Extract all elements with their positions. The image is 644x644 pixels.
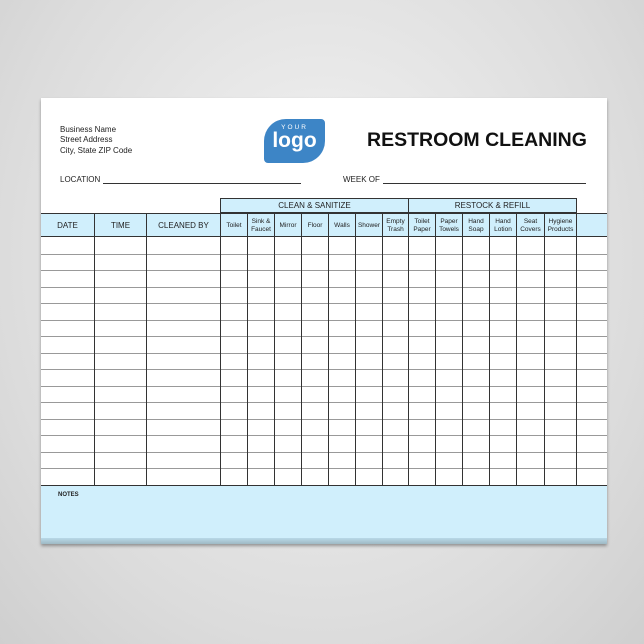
page-stack-edge xyxy=(41,538,607,544)
table-cell[interactable] xyxy=(462,336,489,353)
table-cell[interactable] xyxy=(544,287,576,304)
table-cell[interactable] xyxy=(247,419,274,436)
column-header: CLEANED BY xyxy=(146,214,220,238)
table-cell[interactable] xyxy=(489,386,516,403)
table-cell[interactable] xyxy=(382,336,408,353)
logo xyxy=(264,119,325,163)
table-cell[interactable] xyxy=(355,369,382,386)
table-cell[interactable] xyxy=(408,353,435,370)
table-cell[interactable] xyxy=(516,402,544,419)
table-cell[interactable] xyxy=(94,320,146,337)
table-cell[interactable] xyxy=(462,254,489,271)
table-cell[interactable] xyxy=(220,402,247,419)
table-cell[interactable] xyxy=(462,270,489,287)
table-cell[interactable] xyxy=(382,419,408,436)
table-cell[interactable] xyxy=(247,320,274,337)
notes-label: NOTES xyxy=(58,492,79,498)
table-cell[interactable] xyxy=(301,353,328,370)
table-cell[interactable] xyxy=(220,419,247,436)
table-cell[interactable] xyxy=(247,369,274,386)
table-cell[interactable] xyxy=(435,303,462,320)
table-cell[interactable] xyxy=(274,254,301,271)
table-cell[interactable] xyxy=(146,468,220,485)
table-cell[interactable] xyxy=(516,419,544,436)
table-cell[interactable] xyxy=(462,435,489,452)
table-cell[interactable] xyxy=(355,435,382,452)
table-cell[interactable] xyxy=(544,452,576,469)
table-cell[interactable] xyxy=(408,320,435,337)
table-cell[interactable] xyxy=(462,452,489,469)
table-cell[interactable] xyxy=(516,270,544,287)
table-cell[interactable] xyxy=(489,369,516,386)
table-cell[interactable] xyxy=(435,386,462,403)
column-header: Hygiene Products xyxy=(544,214,576,238)
table-cell[interactable] xyxy=(41,452,94,469)
table-cell[interactable] xyxy=(274,237,301,254)
column-header: Shower xyxy=(355,214,382,238)
table-cell[interactable] xyxy=(274,303,301,320)
table-cell[interactable] xyxy=(544,369,576,386)
table-cell[interactable] xyxy=(576,336,607,353)
table-cell[interactable] xyxy=(576,435,607,452)
table-cell[interactable] xyxy=(516,254,544,271)
table-cell[interactable] xyxy=(516,435,544,452)
week-of-line[interactable] xyxy=(383,175,586,184)
table-cell[interactable] xyxy=(94,287,146,304)
table-cell[interactable] xyxy=(355,254,382,271)
table-cell[interactable] xyxy=(408,254,435,271)
table-cell[interactable] xyxy=(355,287,382,304)
table-cell[interactable] xyxy=(247,336,274,353)
table-cell[interactable] xyxy=(576,287,607,304)
table-cell[interactable] xyxy=(435,237,462,254)
table-cell[interactable] xyxy=(41,468,94,485)
table-cell[interactable] xyxy=(382,435,408,452)
table-cell[interactable] xyxy=(489,435,516,452)
column-header: Toilet Paper xyxy=(408,214,435,238)
location-line[interactable] xyxy=(103,175,301,184)
table-cell[interactable] xyxy=(146,402,220,419)
column-header: Seat Covers xyxy=(516,214,544,238)
table-cell[interactable] xyxy=(328,369,355,386)
table-cell[interactable] xyxy=(382,452,408,469)
table-cell[interactable] xyxy=(489,336,516,353)
table-cell[interactable] xyxy=(301,287,328,304)
table-cell[interactable] xyxy=(408,468,435,485)
week-of-label: WEEK OF xyxy=(343,175,380,184)
table-cell[interactable] xyxy=(274,369,301,386)
table-cell[interactable] xyxy=(408,336,435,353)
table-cell[interactable] xyxy=(220,287,247,304)
table-cell[interactable] xyxy=(462,287,489,304)
column-header xyxy=(576,214,607,238)
table-cell[interactable] xyxy=(435,287,462,304)
table-cell[interactable] xyxy=(544,336,576,353)
table-cell[interactable] xyxy=(274,435,301,452)
table-cell[interactable] xyxy=(489,402,516,419)
table-cell[interactable] xyxy=(41,303,94,320)
logo-top-text: YOUR xyxy=(281,124,308,131)
table-cell[interactable] xyxy=(544,435,576,452)
table-cell[interactable] xyxy=(435,419,462,436)
table-cell[interactable] xyxy=(94,452,146,469)
table-cell[interactable] xyxy=(301,336,328,353)
table-cell[interactable] xyxy=(328,237,355,254)
table-cell[interactable] xyxy=(462,419,489,436)
column-header: DATE xyxy=(57,221,78,230)
table-cell[interactable] xyxy=(94,419,146,436)
table-cell[interactable] xyxy=(328,468,355,485)
table-cell[interactable] xyxy=(516,386,544,403)
table-cell[interactable] xyxy=(355,336,382,353)
table-cell[interactable] xyxy=(301,303,328,320)
table-cell[interactable] xyxy=(328,303,355,320)
table-cell[interactable] xyxy=(220,254,247,271)
table-cell[interactable] xyxy=(408,452,435,469)
table-cell[interactable] xyxy=(516,287,544,304)
table-cell[interactable] xyxy=(408,402,435,419)
table-cell[interactable] xyxy=(247,353,274,370)
table-header xyxy=(41,213,607,237)
table-cell[interactable] xyxy=(328,270,355,287)
table-cell[interactable] xyxy=(462,369,489,386)
table-cell[interactable] xyxy=(516,468,544,485)
logo-main-text: logo xyxy=(272,129,317,152)
table-cell[interactable] xyxy=(408,270,435,287)
table-cell[interactable] xyxy=(576,402,607,419)
table-cell[interactable] xyxy=(544,468,576,485)
table-cell[interactable] xyxy=(435,254,462,271)
table-cell[interactable] xyxy=(355,320,382,337)
table-cell[interactable] xyxy=(146,353,220,370)
table-cell[interactable] xyxy=(489,237,516,254)
table-cell[interactable] xyxy=(489,468,516,485)
table-cell[interactable] xyxy=(328,419,355,436)
business-name: Business Name xyxy=(60,125,117,134)
table-cell[interactable] xyxy=(382,402,408,419)
table-cell[interactable] xyxy=(408,435,435,452)
table-cell[interactable] xyxy=(408,419,435,436)
table-cell[interactable] xyxy=(146,435,220,452)
table-cell[interactable] xyxy=(489,303,516,320)
table-cell[interactable] xyxy=(408,287,435,304)
table-cell[interactable] xyxy=(435,336,462,353)
table-cell[interactable] xyxy=(146,419,220,436)
table-cell[interactable] xyxy=(489,452,516,469)
table-cell[interactable] xyxy=(94,336,146,353)
table-cell[interactable] xyxy=(382,386,408,403)
table-cell[interactable] xyxy=(41,237,94,254)
week-of-field[interactable] xyxy=(343,175,586,184)
table-cell[interactable] xyxy=(435,369,462,386)
table-cell[interactable] xyxy=(544,270,576,287)
table-cell[interactable] xyxy=(274,287,301,304)
page-title: RESTROOM CLEANING xyxy=(367,129,587,151)
table-cell[interactable] xyxy=(220,452,247,469)
table-cell[interactable] xyxy=(435,435,462,452)
table-cell[interactable] xyxy=(94,270,146,287)
table-cell[interactable] xyxy=(94,369,146,386)
table-cell[interactable] xyxy=(544,320,576,337)
table-cell[interactable] xyxy=(489,270,516,287)
table-cell[interactable] xyxy=(41,270,94,287)
table-cell[interactable] xyxy=(355,353,382,370)
table-cell[interactable] xyxy=(220,270,247,287)
table-cell[interactable] xyxy=(435,320,462,337)
table-cell[interactable] xyxy=(274,336,301,353)
table-cell[interactable] xyxy=(328,254,355,271)
table-cell[interactable] xyxy=(220,336,247,353)
table-cell[interactable] xyxy=(435,270,462,287)
column-header: Floor xyxy=(301,214,328,238)
group-restock-refill: RESTOCK & REFILL xyxy=(408,198,577,213)
table-cell[interactable] xyxy=(576,353,607,370)
table-cell[interactable] xyxy=(146,237,220,254)
table-cell[interactable] xyxy=(408,303,435,320)
column-header: Hand Soap xyxy=(462,214,489,238)
notes-section[interactable] xyxy=(41,485,607,544)
table-cell[interactable] xyxy=(220,468,247,485)
column-header: Walls xyxy=(328,214,355,238)
table-cell[interactable] xyxy=(516,369,544,386)
column-header: Hand Lotion xyxy=(489,214,516,238)
table-cell[interactable] xyxy=(220,369,247,386)
table-cell[interactable] xyxy=(489,419,516,436)
group-clean-sanitize: CLEAN & SANITIZE xyxy=(220,198,409,213)
table-cell[interactable] xyxy=(544,353,576,370)
table-cell[interactable] xyxy=(382,270,408,287)
table-cell[interactable] xyxy=(382,320,408,337)
table-cell[interactable] xyxy=(247,270,274,287)
table-cell[interactable] xyxy=(146,369,220,386)
table-cell[interactable] xyxy=(489,287,516,304)
table-cell[interactable] xyxy=(355,386,382,403)
table-cell[interactable] xyxy=(301,468,328,485)
table-cell[interactable] xyxy=(247,468,274,485)
table-cell[interactable] xyxy=(301,435,328,452)
table-cell[interactable] xyxy=(41,336,94,353)
table-cell[interactable] xyxy=(462,386,489,403)
table-cell[interactable] xyxy=(94,353,146,370)
table-cell[interactable] xyxy=(247,254,274,271)
table-cell[interactable] xyxy=(328,320,355,337)
table-cell[interactable] xyxy=(301,254,328,271)
table-cell[interactable] xyxy=(41,386,94,403)
table-cell[interactable] xyxy=(462,237,489,254)
table-cell[interactable] xyxy=(328,452,355,469)
table-cell[interactable] xyxy=(462,353,489,370)
table-cell[interactable] xyxy=(41,320,94,337)
column-header: Toilet xyxy=(220,214,247,238)
table-cell[interactable] xyxy=(462,303,489,320)
table-cell[interactable] xyxy=(301,402,328,419)
table-cell[interactable] xyxy=(146,254,220,271)
table-cell[interactable] xyxy=(41,353,94,370)
table-cell[interactable] xyxy=(274,386,301,403)
table-cell[interactable] xyxy=(462,402,489,419)
table-cell[interactable] xyxy=(544,419,576,436)
table-cell[interactable] xyxy=(220,435,247,452)
table-cell[interactable] xyxy=(382,287,408,304)
table-cell[interactable] xyxy=(435,468,462,485)
table-cell[interactable] xyxy=(516,452,544,469)
table-cell[interactable] xyxy=(408,237,435,254)
table-cell[interactable] xyxy=(516,336,544,353)
table-cell[interactable] xyxy=(274,452,301,469)
table-cell[interactable] xyxy=(146,287,220,304)
table-cell[interactable] xyxy=(247,452,274,469)
cleaning-log-sheet xyxy=(41,98,607,544)
table-cell[interactable] xyxy=(41,419,94,436)
table-cell[interactable] xyxy=(274,270,301,287)
table-cell[interactable] xyxy=(382,468,408,485)
column-header: Mirror xyxy=(274,214,301,238)
table-cell[interactable] xyxy=(301,320,328,337)
table-cell[interactable] xyxy=(576,237,607,254)
table-cell[interactable] xyxy=(462,320,489,337)
table-cell[interactable] xyxy=(94,386,146,403)
table-cell[interactable] xyxy=(220,237,247,254)
table-cell[interactable] xyxy=(576,468,607,485)
table-cell[interactable] xyxy=(247,287,274,304)
table-cell[interactable] xyxy=(328,435,355,452)
table-cell[interactable] xyxy=(576,452,607,469)
table-cell[interactable] xyxy=(355,419,382,436)
table-cell[interactable] xyxy=(355,303,382,320)
table-cell[interactable] xyxy=(41,402,94,419)
table-cell[interactable] xyxy=(301,237,328,254)
table-cell[interactable] xyxy=(220,303,247,320)
table-cell[interactable] xyxy=(576,369,607,386)
table-cell[interactable] xyxy=(247,386,274,403)
table-cell[interactable] xyxy=(328,386,355,403)
table-cell[interactable] xyxy=(576,270,607,287)
table-cell[interactable] xyxy=(41,435,94,452)
column-header: Empty Trash xyxy=(382,214,408,238)
business-address: Street Address xyxy=(60,135,113,145)
table-cell[interactable] xyxy=(576,320,607,337)
table-cell[interactable] xyxy=(435,402,462,419)
table-cell[interactable] xyxy=(328,402,355,419)
table-cell[interactable] xyxy=(94,402,146,419)
table-cell[interactable] xyxy=(301,369,328,386)
table-cell[interactable] xyxy=(355,468,382,485)
location-field[interactable] xyxy=(60,175,301,184)
table-cell[interactable] xyxy=(274,353,301,370)
table-cell[interactable] xyxy=(220,353,247,370)
table-cell[interactable] xyxy=(146,320,220,337)
table-cell[interactable] xyxy=(220,320,247,337)
table-cell[interactable] xyxy=(408,369,435,386)
table-cell[interactable] xyxy=(576,303,607,320)
table-cell[interactable] xyxy=(489,353,516,370)
table-cell[interactable] xyxy=(576,419,607,436)
table-cell[interactable] xyxy=(41,369,94,386)
column-header: TIME xyxy=(94,214,146,238)
table-cell[interactable] xyxy=(382,303,408,320)
table-cell[interactable] xyxy=(544,386,576,403)
table-cell[interactable] xyxy=(94,435,146,452)
table-cell[interactable] xyxy=(382,353,408,370)
table-cell[interactable] xyxy=(544,303,576,320)
table-cell[interactable] xyxy=(146,270,220,287)
location-label: LOCATION xyxy=(60,175,101,184)
table-cell[interactable] xyxy=(382,254,408,271)
table-cell[interactable] xyxy=(382,369,408,386)
table-cell[interactable] xyxy=(146,386,220,403)
table-cell[interactable] xyxy=(544,402,576,419)
table-cell[interactable] xyxy=(355,452,382,469)
table-cell[interactable] xyxy=(435,452,462,469)
table-cell[interactable] xyxy=(247,402,274,419)
table-cell[interactable] xyxy=(328,287,355,304)
table-cell[interactable] xyxy=(94,468,146,485)
table-cell[interactable] xyxy=(435,353,462,370)
table-cell[interactable] xyxy=(576,386,607,403)
table-cell[interactable] xyxy=(41,254,94,271)
table-cell[interactable] xyxy=(41,287,94,304)
column-header: Sink & Faucet xyxy=(247,214,274,238)
table-cell[interactable] xyxy=(247,435,274,452)
table-cell[interactable] xyxy=(274,419,301,436)
table-cell[interactable] xyxy=(247,303,274,320)
table-cell[interactable] xyxy=(355,237,382,254)
table-cell[interactable] xyxy=(94,303,146,320)
table-cell[interactable] xyxy=(516,237,544,254)
table-cell[interactable] xyxy=(382,237,408,254)
table-cell[interactable] xyxy=(220,386,247,403)
table-cell[interactable] xyxy=(146,336,220,353)
table-cell[interactable] xyxy=(462,468,489,485)
table-cell[interactable] xyxy=(247,237,274,254)
table-cell[interactable] xyxy=(301,419,328,436)
table-cell[interactable] xyxy=(301,386,328,403)
table-cell[interactable] xyxy=(489,254,516,271)
table-cell[interactable] xyxy=(94,254,146,271)
table-cell[interactable] xyxy=(489,320,516,337)
table-cell[interactable] xyxy=(274,468,301,485)
business-city: City, State ZIP Code xyxy=(60,145,133,155)
table-cell[interactable] xyxy=(544,237,576,254)
table-cell[interactable] xyxy=(576,254,607,271)
table-cell[interactable] xyxy=(301,270,328,287)
table-cell[interactable] xyxy=(146,303,220,320)
table-cell[interactable] xyxy=(301,452,328,469)
table-cell[interactable] xyxy=(355,270,382,287)
table-cell[interactable] xyxy=(408,386,435,403)
table-cell[interactable] xyxy=(516,353,544,370)
table-cell[interactable] xyxy=(516,320,544,337)
table-cell[interactable] xyxy=(94,237,146,254)
table-cell[interactable] xyxy=(516,303,544,320)
table-cell[interactable] xyxy=(146,452,220,469)
table-cell[interactable] xyxy=(328,353,355,370)
table-cell[interactable] xyxy=(355,402,382,419)
business-info xyxy=(60,125,132,156)
table-cell[interactable] xyxy=(274,402,301,419)
table-cell[interactable] xyxy=(544,254,576,271)
table-cell[interactable] xyxy=(274,320,301,337)
table-cell[interactable] xyxy=(328,336,355,353)
column-header: Paper Towels xyxy=(435,214,462,238)
